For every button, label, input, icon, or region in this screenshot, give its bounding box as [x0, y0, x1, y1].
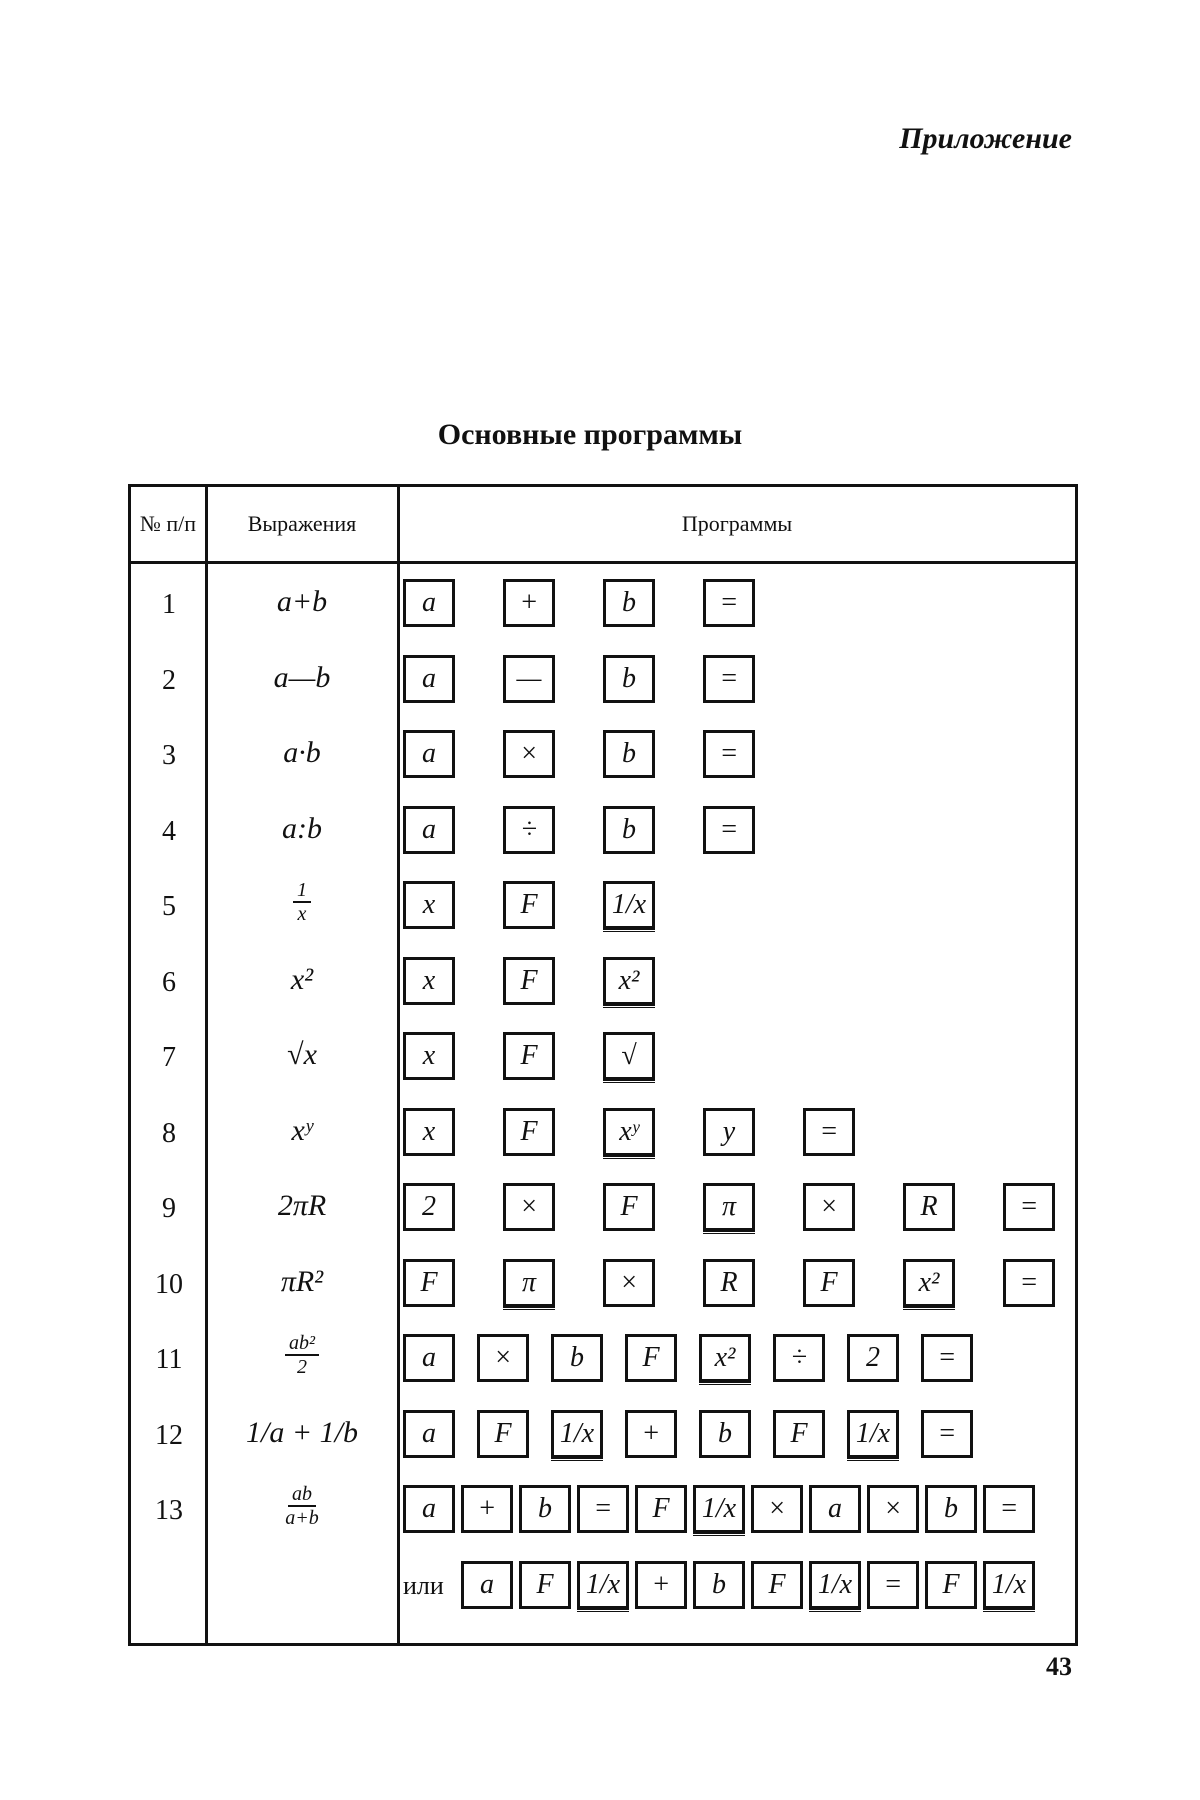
fraction-numerator: ab [288, 1483, 316, 1507]
calculator-key: F [503, 1108, 555, 1156]
row-number: 2 [162, 664, 176, 696]
calculator-key: = [803, 1108, 855, 1156]
row-expression: a·b [283, 736, 321, 769]
calculator-key: = [867, 1561, 919, 1609]
calculator-key: F [635, 1485, 687, 1533]
calculator-key: 1/x [809, 1561, 861, 1609]
calculator-key: xʸ [603, 1108, 655, 1156]
calculator-key: b [603, 655, 655, 703]
calculator-key: F [625, 1334, 677, 1382]
calculator-key: + [625, 1410, 677, 1458]
calculator-key: = [921, 1410, 973, 1458]
calculator-key: b [551, 1334, 603, 1382]
calculator-key: × [477, 1334, 529, 1382]
calculator-key: F [477, 1410, 529, 1458]
programs-table [128, 484, 1078, 1646]
col-header-number: № п/п [139, 511, 197, 536]
calculator-key: = [703, 806, 755, 854]
calculator-key: 1/x [603, 881, 655, 929]
fraction-denominator: 2 [297, 1356, 307, 1378]
calculator-key: ÷ [503, 806, 555, 854]
calculator-key: = [703, 655, 755, 703]
calculator-key: a [403, 1485, 455, 1533]
row-expression [207, 1483, 397, 1529]
calculator-key: 1/x [551, 1410, 603, 1458]
calculator-key: × [603, 1259, 655, 1307]
row-expression: 2πR [277, 1189, 327, 1222]
fraction-denominator: x [297, 903, 307, 925]
calculator-key: F [773, 1410, 825, 1458]
calculator-key: F [519, 1561, 571, 1609]
row-expression: a+b [276, 585, 328, 618]
calculator-key: F [603, 1183, 655, 1231]
calculator-key: a [403, 1334, 455, 1382]
calculator-key: 1/x [983, 1561, 1035, 1609]
calculator-key: R [703, 1259, 755, 1307]
row-expression: 1/a + 1/b [246, 1415, 358, 1449]
calculator-key: 1/x [577, 1561, 629, 1609]
calculator-key: × [803, 1183, 855, 1231]
calculator-key: = [703, 730, 755, 778]
calculator-key: π [703, 1183, 755, 1231]
row-number: 8 [162, 1117, 176, 1149]
calculator-key: a [809, 1485, 861, 1533]
calculator-key: R [903, 1183, 955, 1231]
fraction-numerator: ab² [285, 1332, 319, 1356]
col-header-programs: Программы [681, 511, 793, 536]
page-number: 43 [1046, 1652, 1072, 1681]
row-expression: xʸ [291, 1113, 313, 1147]
calculator-key: = [1003, 1183, 1055, 1231]
calculator-key: b [693, 1561, 745, 1609]
calculator-key: b [603, 730, 655, 778]
calculator-key: a [403, 579, 455, 627]
calculator-key: π [503, 1259, 555, 1307]
fraction [293, 879, 311, 925]
running-header: Приложение [899, 122, 1072, 155]
calculator-key: = [921, 1334, 973, 1382]
calculator-key: 1/x [693, 1485, 745, 1533]
row-number: 10 [155, 1268, 183, 1300]
row-number: 9 [162, 1193, 176, 1224]
calculator-key: F [503, 881, 555, 929]
row-number: 13 [155, 1495, 183, 1526]
calculator-key: a [461, 1561, 513, 1609]
row-expression [207, 879, 397, 925]
row-number: 3 [162, 740, 176, 771]
calculator-key: × [751, 1485, 803, 1533]
calculator-key: + [503, 579, 555, 627]
row-expression: √x [287, 1038, 317, 1071]
calculator-key: a [403, 730, 455, 778]
calculator-key: b [925, 1485, 977, 1533]
calculator-key: b [603, 806, 655, 854]
row-number: 12 [155, 1419, 183, 1451]
calculator-key: 2 [847, 1334, 899, 1382]
row-number: 4 [162, 815, 176, 847]
calculator-key: a [403, 1410, 455, 1458]
row-expression: πR² [280, 1264, 324, 1298]
row-number: 5 [162, 891, 176, 922]
calculator-key: b [519, 1485, 571, 1533]
calculator-key: × [867, 1485, 919, 1533]
row-expression [207, 1332, 397, 1378]
row-number: 7 [162, 1042, 176, 1073]
calculator-key: 1/x [847, 1410, 899, 1458]
calculator-key: F [503, 1032, 555, 1080]
fraction-numerator: 1 [293, 879, 311, 903]
calculator-key: x² [903, 1259, 955, 1307]
row-expression: a—b [273, 660, 331, 694]
calculator-key: = [1003, 1259, 1055, 1307]
fraction-denominator: a+b [285, 1507, 319, 1529]
calculator-key: F [403, 1259, 455, 1307]
calculator-key: b [603, 579, 655, 627]
calculator-key: F [803, 1259, 855, 1307]
calculator-key: a [403, 655, 455, 703]
calculator-key: + [461, 1485, 513, 1533]
calculator-key: x [403, 881, 455, 929]
calculator-key: √ [603, 1032, 655, 1080]
header-divider [131, 561, 1075, 564]
calculator-key: x [403, 1032, 455, 1080]
row-expression: a:b [282, 811, 322, 845]
calculator-key: F [751, 1561, 803, 1609]
col-header-expression: Выражения [247, 511, 357, 536]
calculator-key: x [403, 957, 455, 1005]
calculator-key: + [635, 1561, 687, 1609]
calculator-key: b [699, 1410, 751, 1458]
fraction [285, 1332, 319, 1378]
calculator-key: x² [699, 1334, 751, 1382]
calculator-key: = [983, 1485, 1035, 1533]
calculator-key: = [703, 579, 755, 627]
calculator-key: a [403, 806, 455, 854]
calculator-key: — [503, 655, 555, 703]
fraction [285, 1483, 319, 1529]
document-title: Основные программы [437, 418, 743, 451]
row-expression: x² [290, 962, 314, 996]
row-number: 11 [155, 1344, 183, 1375]
calculator-key: x [403, 1108, 455, 1156]
calculator-key: × [503, 1183, 555, 1231]
calculator-key: ÷ [773, 1334, 825, 1382]
row-number: 6 [162, 966, 176, 998]
calculator-key: F [925, 1561, 977, 1609]
row-number: 1 [162, 589, 176, 620]
calculator-key: 2 [403, 1183, 455, 1231]
alternative-label: или [403, 1570, 444, 1600]
column-divider [397, 487, 400, 1643]
calculator-key: = [577, 1485, 629, 1533]
calculator-key: F [503, 957, 555, 1005]
calculator-key: x² [603, 957, 655, 1005]
calculator-key: y [703, 1108, 755, 1156]
calculator-key: × [503, 730, 555, 778]
